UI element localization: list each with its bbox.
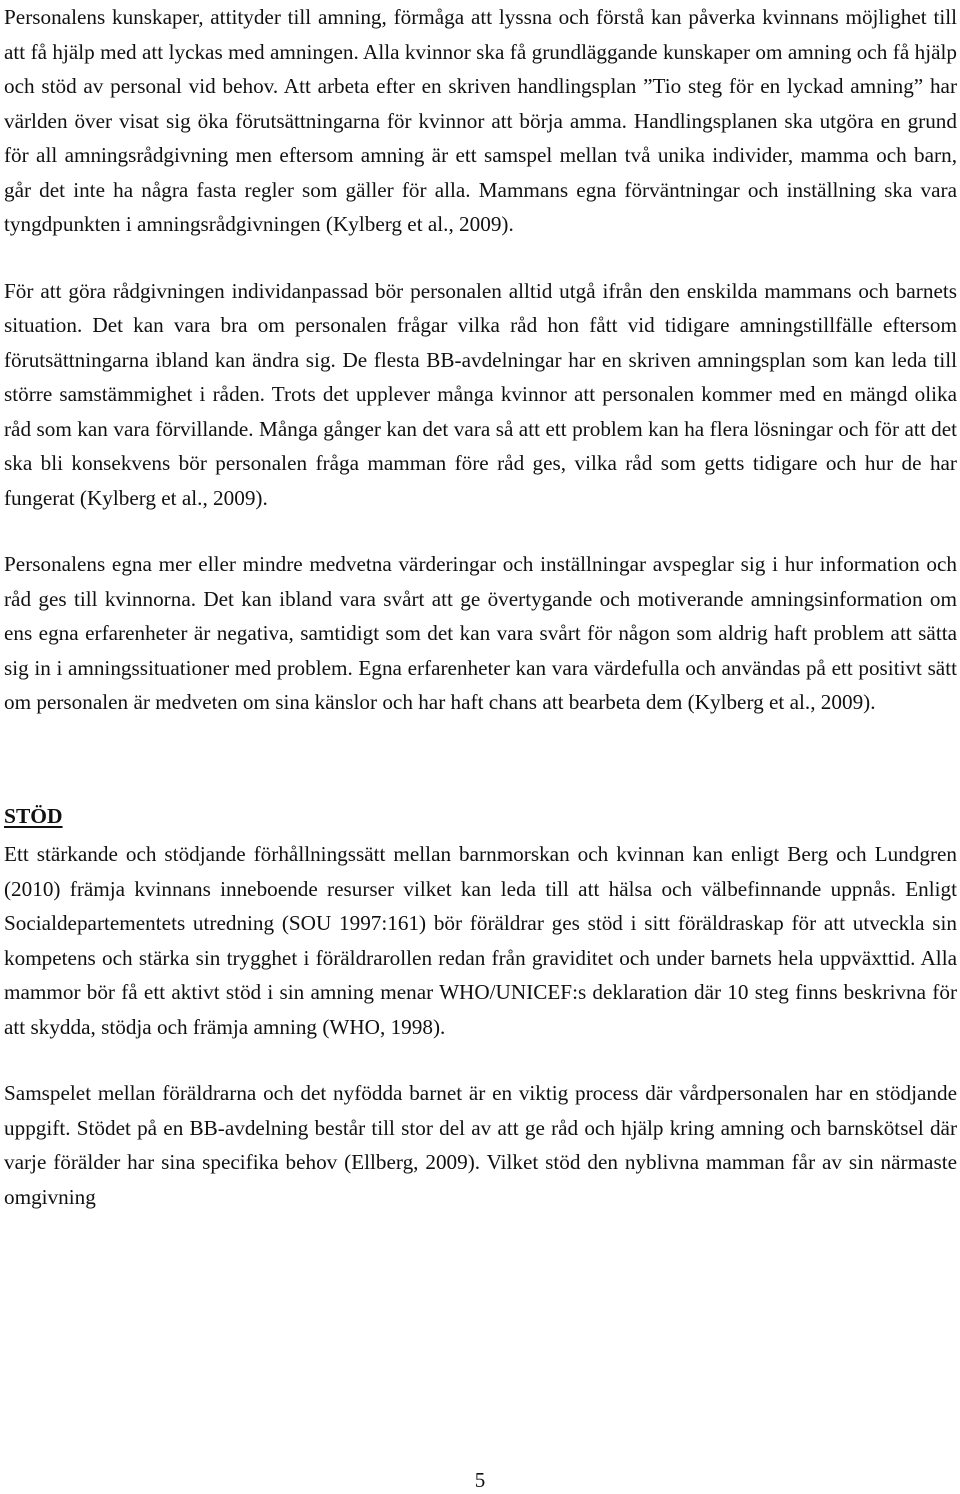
paragraph-staff-values: Personalens egna mer eller mindre medvetna värderingar och inställningar avspeglar sig i hur information och råd ges till kvinnorna. Det kan ibland vara svårt att ge övertygande och motiverande amningsinformation om ens egna erfarenheter är negativa, samtidigt som det kan vara svårt för någon som aldrig haft problem att sätta sig in i amningssituationer med problem. Egna erfarenheter kan vara värdefulla och användas på ett positivt sätt om personalen är medveten om sina känslor och har haft chans att bearbeta dem (Kylberg et al., 2009). — [4, 552, 957, 714]
paragraph-staff-knowledge: Personalens kunskaper, attityder till amning, förmåga att lyssna och förstå kan påverka kvinnans möjlighet till att få hjälp med att lyckas med amningen. Alla kvinnor ska få grundläggande kunskaper om amning och få hjälp och stöd av personal vid behov. Att arbeta efter en skriven handlingsplan ”Tio steg för en lyckad amning” har världen över visat sig öka förutsättningarna för kvinnor att börja amma. Handlingsplanen ska utgöra en grund för all amningsrådgivning men eftersom amning är ett samspel mellan två unika individer, mamma och barn, går det inte ha några fasta regler som gäller för alla. Mammans egna förväntningar och inställning ska vara tyngdpunkten i amningsrådgivningen (Kylberg et al., 2009). — [4, 5, 957, 236]
paragraph-parent-interaction: Samspelet mellan föräldrarna och det nyfödda barnet är en viktig process där vårdpersonalen har en stödjande uppgift. Stödet på en BB-avdelning består till stor del av att ge råd och hjälp kring amning och barnskötsel där varje förälder har sina specifika behov (Ellberg, 2009). Vilket stöd den nyblivna mamman får av sin närmaste omgivning — [4, 1081, 957, 1209]
document-page — [4, 0, 957, 1214]
paragraph-supportive-approach: Ett stärkande och stödjande förhållningssätt mellan barnmorskan och kvinnan kan enligt Berg och Lundgren (2010) främja kvinnans inneboende resurser vilket kan leda till att hälsa och välbefinnande uppnås. Enligt Socialdepartementets utredning (SOU 1997:161) bör föräldrar ges stöd i sitt föräldraskap för att utveckla sin kompetens och stärka sin trygghet i föräldrarollen redan från graviditet och under barnets hela uppväxttid. Alla mammor bör få ett aktivt stöd i sin amning menar WHO/UNICEF:s deklaration där 10 steg finns beskrivna för att skydda, stödja och främja amning (WHO, 1998). — [4, 842, 957, 1039]
paragraph-individual-advice: För att göra rådgivningen individanpassad bör personalen alltid utgå ifrån den enskilda mammans och barnets situation. Det kan vara bra om personalen frågar vilka råd hon fått vid tidigare amningstillfälle eftersom förutsättningarna ibland kan ändra sig. De flesta BB-avdelningar har en skriven amningsplan som kan leda till större samstämmighet i råden. Trots det upplever många kvinnor att personalen kommer med en mängd olika råd som kan vara förvillande. Många gånger kan det vara så att ett problem kan ha flera lösningar och för att det ska bli konsekvens bör personalen fråga mamman före råd ges, vilka råd som getts tidigare och hur de har fungerat (Kylberg et al., 2009). — [4, 278, 957, 510]
page-number: 5 — [474, 1468, 486, 1492]
section-heading-stod: STÖD — [4, 803, 63, 828]
